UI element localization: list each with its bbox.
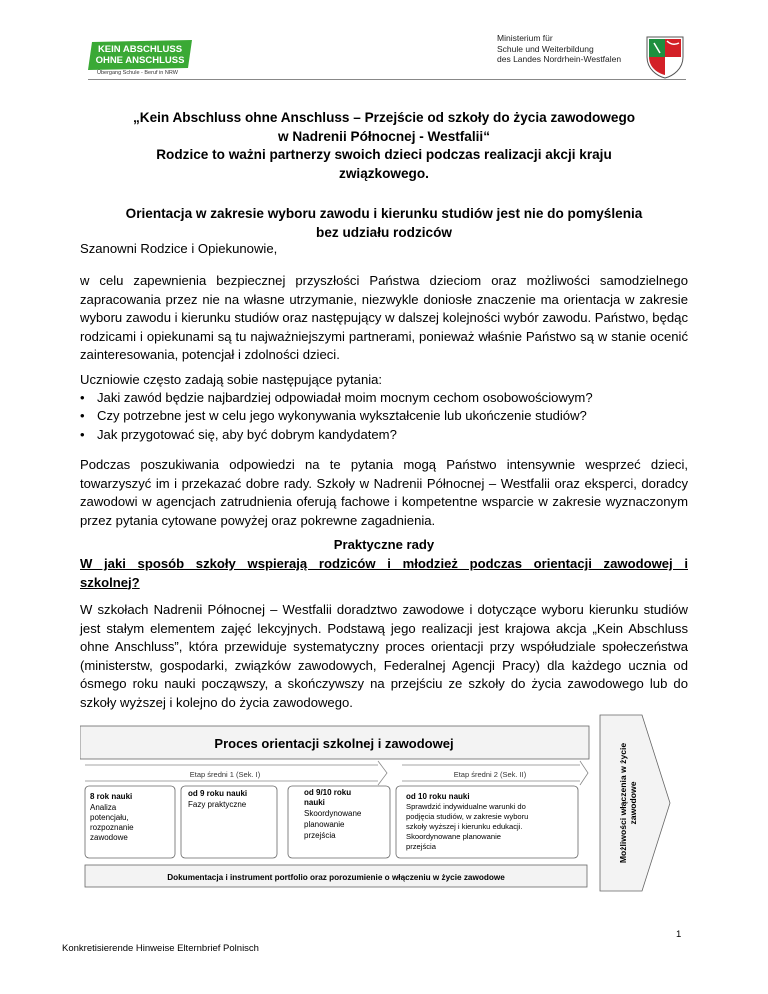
box3-line: planowanie	[304, 820, 345, 829]
box3-line: Skoordynowane	[304, 809, 362, 818]
box1-line: Analiza	[90, 803, 117, 812]
subtitle-line: bez udziału rodziców	[316, 224, 452, 240]
side-label-line1: Możliwości włączenia w życie	[618, 742, 628, 864]
section-subtitle	[80, 205, 688, 242]
intro-paragraph: w celu zapewnienia bezpiecznej przyszłości Państwa dzieciom oraz możliwości samodzielnego zapracowania przez nie na własne utrzymanie, niezwykle doniosłe znaczenie ma orientacja w zakresie wyboru zawodu i kierunku studiów oraz następujący w dalszej kolejności wybór zawodu. Państwo, będąc rodzicami i opiekunami są tu najważniejszymi partnerami, ponieważ właśnie Państwo są w stanie ocenić zainteresowania, potencjał i zdolności dzieci.	[80, 273, 688, 363]
ministry-name	[497, 33, 621, 65]
footer-text: Konkretisierende Hinweise Elternbrief Polnisch	[62, 943, 259, 954]
stage1-label: Etap średni 1 (Sek. I)	[189, 770, 261, 779]
logo-line2: OHNE ANSCHLUSS	[95, 55, 185, 66]
question-text: Czy potrzebne jest w celu jego wykonywania wykształcenie lub ukończenie studiów?	[97, 408, 587, 424]
title-line: w Nadrenii Północnej - Westfalii“	[278, 128, 490, 144]
box1-line: zawodowe	[90, 833, 128, 842]
list-item: • Jak przygotować się, aby być dobrym kandydatem?	[80, 426, 688, 444]
box3-title-line: od 9/10 roku	[304, 788, 352, 797]
box4-line: Sprawdzić indywidualne warunki do	[406, 802, 526, 811]
schools-paragraph: W szkołach Nadrenii Północnej – Westfalii doradztwo zawodowe i dotyczące wyboru kierunku studiów jest stałym elementem zajęć lekcyjnych. Podstawą jego realizacji jest krajowa akcja „Kein Abschluss ohne Anschluss”, która przewiduje systematyczny proces orientacji przy współudziale społeczeństwa (ministerstw, gospodarki, związków zawodowych, Federalnej Agencji Pracy) dla każdego ucznia od ósmego roku nauki począwszy, a skończywszy na przejściu ze szkoły do życia zawodowego lub do szkoły wyższej i kolejno do życia zawodowego.	[80, 602, 688, 710]
greeting: Szanowni Rodzice i Opiekunowie,	[80, 241, 278, 256]
box2-title: od 9 roku nauki	[188, 789, 248, 798]
box1-line: rozpoznanie	[90, 823, 134, 832]
diagram-title: Proces orientacji szkolnej i zawodowej	[214, 736, 454, 751]
questions-intro: Uczniowie często zadają sobie następujące pytania:	[80, 372, 383, 387]
box4-line: szkoły wyższej i kierunku edukacji.	[406, 822, 523, 831]
portfolio-text: Dokumentacja i instrument portfolio oraz porozumienie o włączeniu w życie zawodowe	[167, 873, 505, 882]
advice-heading: Praktyczne rady	[333, 537, 435, 552]
ministry-line: des Landes Nordrhein-Westfalen	[497, 54, 622, 64]
list-item: • Czy potrzebne jest w celu jego wykonywania wykształcenie lub ukończenie studiów?	[80, 407, 688, 425]
box1-title: 8 rok nauki	[90, 792, 133, 801]
list-item: • Jaki zawód będzie najbardziej odpowiadał moim mocnym cechom osobowościowym?	[80, 389, 688, 407]
box3-title-line: nauki	[304, 798, 325, 807]
subtitle-line: Orientacja w zakresie wyboru zawodu i kierunku studiów jest nie do pomyślenia	[125, 206, 643, 221]
support-paragraph: Podczas poszukiwania odpowiedzi na te pytania mogą Państwo intensywnie wesprzeć dzieci, towarzyszyć im i przekazać dobre rady. Szkoły w Nadrenii Północnej – Westfalii oraz eksperci, doradcy zawodowi w agencjach zatrudnienia oferują fachowe i kompetentne wsparcie w zakresie wyznaczonym przez pytania cytowane powyżej oraz pokrewne zagadnienia.	[80, 457, 688, 528]
box1-line: potencjału,	[90, 813, 129, 822]
orientation-process-diagram	[80, 713, 672, 898]
question-text: Jak przygotować się, aby być dobrym kandydatem?	[97, 426, 397, 442]
questions-list	[80, 389, 688, 444]
box4-line: przejścia	[406, 842, 436, 851]
box3-line: przejścia	[304, 831, 336, 840]
box4-title: od 10 roku nauki	[406, 792, 470, 801]
box4-line: Skoordynowane planowanie	[406, 832, 501, 841]
logo-subtitle: Übergang Schule - Beruf in NRW	[97, 70, 178, 76]
box2-line: Fazy praktyczne	[188, 800, 247, 809]
box4-line: podjęcia studiów, w zakresie wyboru	[406, 812, 529, 821]
question-text: Jaki zawód będzie najbardziej odpowiadał moim mocnym cechom osobowościowym?	[97, 390, 593, 405]
ministry-line: Ministerium für	[497, 33, 553, 43]
advice-question: W jaki sposób szkoły wspierają rodziców i młodzież podczas orientacji zawodowej i szkolnej?	[80, 556, 688, 590]
title-line: „Kein Abschluss ohne Anschluss – Przejście od szkoły do życia zawodowego	[132, 110, 636, 125]
stage2-label: Etap średni 2 (Sek. II)	[453, 770, 527, 779]
nrw-crest-icon	[645, 35, 685, 79]
title-line: związkowego.	[339, 165, 429, 181]
page-title	[80, 109, 688, 183]
logo-line1: KEIN ABSCHLUSS	[97, 44, 183, 55]
header-divider	[88, 79, 686, 80]
side-label-line2: zawodowe	[628, 781, 638, 825]
title-line: Rodzice to ważni partnerzy swoich dzieci podczas realizacji akcji kraju	[156, 147, 612, 162]
page-number: 1	[676, 929, 682, 940]
ministry-line: Schule und Weiterbildung	[497, 43, 594, 54]
